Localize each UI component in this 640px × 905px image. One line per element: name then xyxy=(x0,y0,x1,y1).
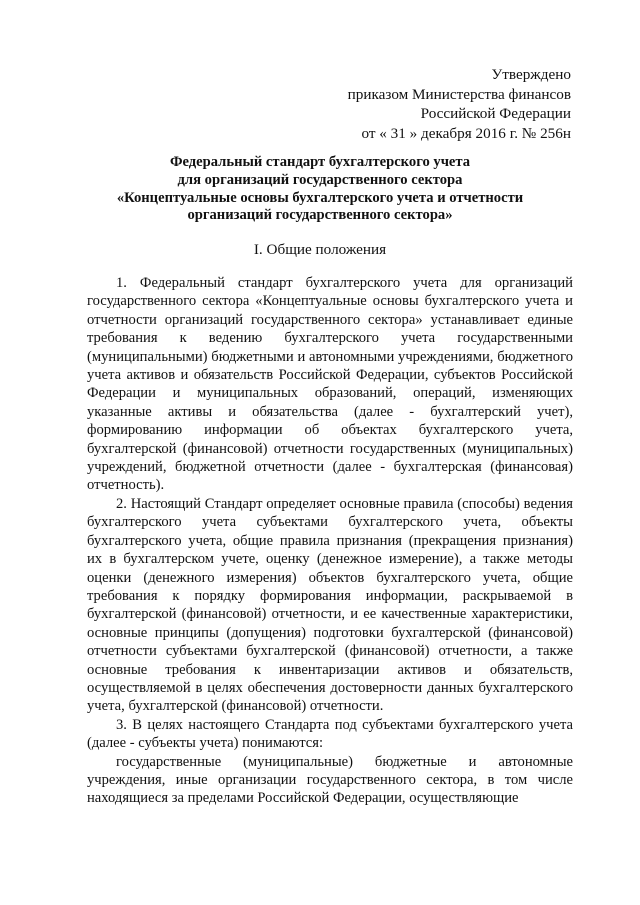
approval-line-order: приказом Министерства финансов xyxy=(347,85,571,103)
paragraph-4: государственные (муниципальные) бюджетные и автономные учреждения, иные организации государственного сектора, в том числе находящиеся за пределами Российской Федерации, осуществляющие xyxy=(87,753,573,807)
approval-block xyxy=(348,65,571,143)
paragraph-2: 2. Настоящий Стандарт определяет основные правила (способы) ведения бухгалтерского учета субъектами бухгалтерского учета, объекты бухгалтерского учета, общие правила признания (прекращения признания) их в бухгалтерском учете, оценку (денежное измерение), а также методы оценки (денежного измерения) объектов бухгалтерского учета, общие требования к порядку формирования информации, раскрываемой в бухгалтерской (финансовой) отчетности, и ее качественные характеристики, основные принципы (допущения) подготовки бухгалтерской (финансовой) отчетности субъектами бухгалтерской (финансовой) отчетности, а также основные требования к инвентаризации активов и обязательств, осуществляемой в целях обеспечения достоверности данных бухгалтерского учета, бухгалтерской (финансовой) отчетности. xyxy=(87,495,573,715)
document-body xyxy=(87,274,573,808)
approval-line-approved: Утверждено xyxy=(491,66,571,83)
paragraph-1: 1. Федеральный стандарт бухгалтерского учета для организаций государственного сектора «Концептуальные основы бухгалтерского учета и отчетности организаций государственного сектора» устанавливает единые требования к ведению бухгалтерского учета государственными (муниципальными) бюджетными и автономными учреждениями, бюджетного учета активов и обязательств Российской Федерации, субъектов Российской Федерации и муниципальных образований, операций, изменяющих указанные активы и обязательства (далее - бухгалтерский учет), формированию информации об объектах бухгалтерского учета, бухгалтерской (финансовой) отчетности государственных (муниципальных) учреждений, бюджетной отчетности (далее - бухгалтерская (финансовая) отчетность). xyxy=(87,275,573,494)
approval-line-date-number: от « 31 » декабря 2016 г. № 256н xyxy=(361,124,571,142)
document-title xyxy=(84,154,556,225)
title-line-1: Федеральный стандарт бухгалтерского учета xyxy=(169,154,471,170)
paragraph-3: 3. В целях настоящего Стандарта под субъектами бухгалтерского учета (далее - субъекты учета) понимаются: xyxy=(87,716,573,752)
title-line-2: для организаций государственного сектора xyxy=(177,171,463,188)
approval-line-country: Российской Федерации xyxy=(420,105,571,123)
section-heading: I. Общие положения xyxy=(253,241,387,258)
title-line-4: организаций государственного сектора» xyxy=(187,207,453,224)
title-line-3: «Концептуальные основы бухгалтерского учета и отчетности xyxy=(116,189,524,206)
